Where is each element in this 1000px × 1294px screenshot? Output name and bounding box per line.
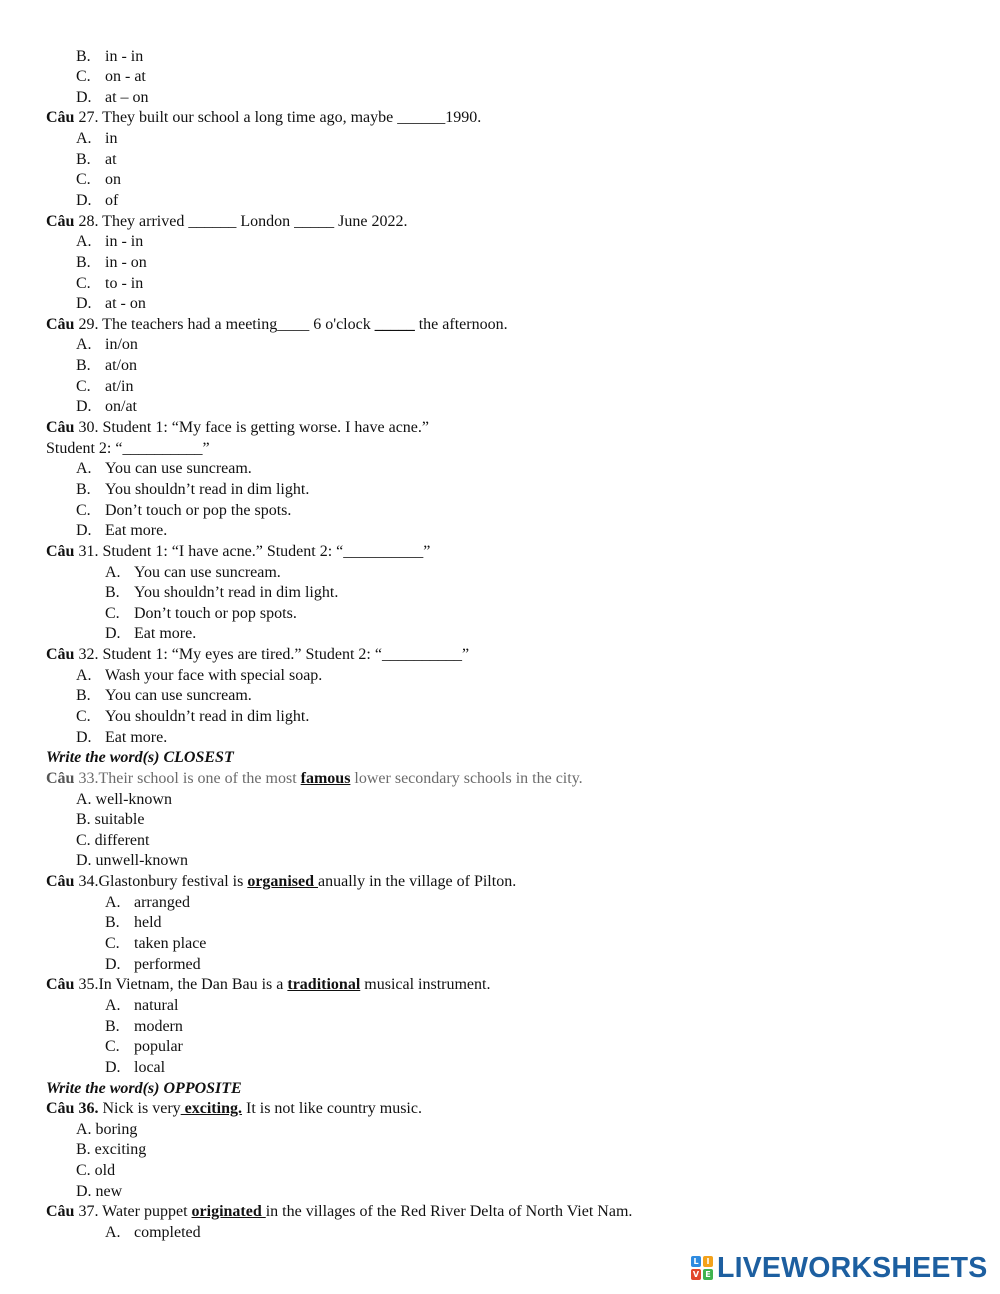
answer-option (0, 88, 1000, 109)
option-text: completed (134, 1224, 201, 1242)
answer-option (0, 459, 1000, 480)
option-letter: B. (105, 1017, 120, 1035)
option-text: Wash your face with special soap. (105, 666, 323, 684)
option-letter: D. (105, 955, 121, 973)
option-text: at (105, 150, 117, 168)
answer-option (0, 893, 1000, 914)
answer-option (0, 335, 1000, 356)
question-text: 30. Student 1: “My face is getting worse. I have acne.” (74, 419, 430, 437)
answer-option (0, 955, 1000, 976)
question-label: Câu (46, 109, 75, 127)
answer-option (0, 67, 1000, 88)
question-text: in the villages of the Red River Delta of North Viet Nam. (265, 1203, 633, 1221)
option-letter: A. (105, 1224, 121, 1242)
answer-option: A. boring (76, 1120, 138, 1138)
option-letter: A. (76, 336, 92, 354)
question-label: Câu (46, 315, 75, 333)
question-label: Câu (46, 542, 75, 560)
question (0, 108, 1000, 129)
liveworksheets-brand (691, 1252, 987, 1284)
answer-option (0, 686, 1000, 707)
logo-tile-green: E (703, 1269, 713, 1280)
question-label: Câu (46, 646, 75, 664)
answer-option (0, 1037, 1000, 1058)
option-text: Eat more. (105, 728, 168, 746)
liveworksheets-logo-icon (691, 1256, 713, 1280)
option-text: modern (134, 1017, 183, 1035)
option-letter: C. (76, 377, 91, 395)
answer-option (0, 1058, 1000, 1079)
answer-option (0, 728, 1000, 749)
option-text: on/at (105, 398, 137, 416)
option-text: You can use suncream. (134, 563, 281, 581)
answer-option (0, 666, 1000, 687)
option-text: You shouldn’t read in dim light. (134, 584, 339, 602)
answer-option: A. well-known (76, 790, 172, 808)
question (0, 872, 1000, 893)
option-text: on - at (105, 68, 146, 86)
logo-tile-blue: L (691, 1256, 701, 1267)
question (0, 769, 1000, 790)
question-text: 35.In Vietnam, the Dan Bau is a (74, 976, 288, 994)
answer-option (0, 996, 1000, 1017)
question (0, 212, 1000, 233)
keyword: organised (247, 873, 318, 891)
answer-option (0, 501, 1000, 522)
answer-option (0, 397, 1000, 418)
answer-option (0, 356, 1000, 377)
brand-name: LIVEWORKSHEETS (717, 1251, 988, 1284)
option-letter: D. (76, 398, 92, 416)
option-letter: D. (105, 1058, 121, 1076)
option-text: Don’t touch or pop the spots. (105, 501, 292, 519)
option-letter: C. (76, 501, 91, 519)
option-letter: A. (105, 893, 121, 911)
option-text: to - in (105, 274, 144, 292)
question-text: 28. They arrived ______ London _____ June 2022. (74, 212, 408, 230)
answer-option (0, 1223, 1000, 1244)
keyword: traditional (287, 976, 361, 994)
question-text: anually in the village of Pilton. (318, 873, 517, 891)
option-text: natural (134, 996, 179, 1014)
option-letter: A. (76, 233, 92, 251)
keyword: _____ (374, 315, 415, 333)
option-letter: C. (76, 274, 91, 292)
option-letter: B. (76, 253, 91, 271)
section-heading: Write the word(s) CLOSEST (46, 749, 234, 767)
option-text: at/on (105, 357, 137, 375)
question-label: Câu (46, 1203, 75, 1221)
option-text: Eat more. (105, 522, 168, 540)
option-text: held (134, 914, 162, 932)
answer-option (0, 624, 1000, 645)
question-text: 29. The teachers had a meeting____ 6 o'clock (74, 315, 375, 333)
option-letter: D. (76, 728, 92, 746)
option-text: You can use suncream. (105, 460, 252, 478)
answer-option (0, 604, 1000, 625)
option-text: You shouldn’t read in dim light. (105, 708, 310, 725)
option-text: on (105, 171, 121, 189)
option-text: in - in (105, 47, 144, 65)
logo-tile-orange: I (703, 1256, 713, 1267)
answer-option (0, 294, 1000, 315)
option-letter: D. (76, 522, 92, 540)
option-text: at - on (105, 295, 146, 313)
option-letter: A. (76, 460, 92, 478)
answer-option (0, 191, 1000, 212)
option-text: Don’t touch or pop spots. (134, 604, 297, 622)
keyword: exciting. (180, 1100, 242, 1118)
option-letter: C. (105, 1038, 120, 1056)
option-letter: C. (105, 935, 120, 953)
option-letter: C. (76, 708, 91, 725)
question-text: 32. Student 1: “My eyes are tired.” Student 2: “__________” (74, 646, 470, 664)
question-text: 33.Their school is one of the most (74, 769, 301, 787)
logo-tile-red: V (692, 1270, 700, 1279)
question-text: 27. They built our school a long time ago, maybe ______1990. (74, 109, 482, 127)
option-letter: B. (76, 357, 91, 375)
option-text: in - in (105, 233, 144, 251)
option-letter: A. (105, 563, 121, 581)
question-text: 31. Student 1: “I have acne.” Student 2: “__________” (74, 542, 431, 560)
answer-option (0, 913, 1000, 934)
option-letter: B. (105, 914, 120, 932)
answer-option (0, 232, 1000, 253)
section-heading: Write the word(s) OPPOSITE (46, 1079, 242, 1097)
answer-option (0, 1017, 1000, 1038)
answer-option: C. different (76, 831, 150, 849)
question-label: Câu (46, 419, 75, 437)
answer-option: C. old (76, 1162, 116, 1180)
option-text: popular (134, 1038, 183, 1056)
option-letter: D. (76, 88, 92, 106)
option-text: in - on (105, 253, 147, 271)
answer-option (0, 480, 1000, 501)
option-text: arranged (134, 893, 190, 911)
option-letter: B. (105, 584, 120, 602)
question-text: lower secondary schools in the city. (350, 769, 583, 787)
keyword: originated (191, 1203, 266, 1221)
option-letter: A. (105, 996, 121, 1014)
answer-option (0, 377, 1000, 398)
option-letter: C. (76, 171, 91, 189)
option-text: of (105, 191, 119, 209)
option-text: taken place (134, 935, 207, 953)
keyword: famous (300, 769, 351, 787)
question (0, 542, 1000, 563)
option-letter: C. (76, 68, 91, 86)
question-text: Nick is very (98, 1100, 181, 1118)
option-text: You shouldn’t read in dim light. (105, 480, 310, 498)
option-text: performed (134, 955, 201, 973)
option-text: Eat more. (134, 625, 197, 643)
question-label: Câu (46, 976, 75, 994)
question (0, 315, 1000, 336)
option-letter: B. (76, 47, 91, 65)
answer-option: D. unwell-known (76, 852, 188, 870)
option-text: at/in (105, 377, 134, 395)
answer-option (0, 563, 1000, 584)
answer-option (0, 150, 1000, 171)
option-letter: C. (105, 604, 120, 622)
worksheet-content (0, 47, 1000, 1244)
question (0, 645, 1000, 666)
option-letter: B. (76, 687, 91, 705)
option-text: in/on (105, 336, 138, 354)
answer-option (0, 253, 1000, 274)
question-text: the afternoon. (414, 315, 508, 333)
option-text: local (134, 1058, 166, 1076)
option-letter: D. (76, 191, 92, 209)
answer-option (0, 47, 1000, 68)
option-letter: B. (76, 480, 91, 498)
option-text: at – on (105, 88, 149, 106)
option-letter: A. (76, 130, 92, 148)
answer-option: D. new (76, 1182, 123, 1200)
answer-option (0, 521, 1000, 542)
answer-option (0, 274, 1000, 295)
dialogue-line: Student 2: “__________” (46, 439, 210, 457)
answer-option: B. suitable (76, 811, 145, 829)
question-label: Câu (46, 769, 75, 787)
answer-option (0, 583, 1000, 604)
question-text: 34.Glastonbury festival is (74, 873, 248, 891)
option-letter: A. (76, 666, 92, 684)
question-text: musical instrument. (360, 976, 491, 994)
question-label: Câu 36. (46, 1100, 99, 1118)
option-text: You can use suncream. (105, 687, 252, 705)
answer-option (0, 707, 1000, 728)
option-letter: B. (76, 150, 91, 168)
question (0, 418, 1000, 439)
question (0, 975, 1000, 996)
question-label: Câu (46, 212, 75, 230)
answer-option (0, 170, 1000, 191)
option-letter: D. (76, 295, 92, 313)
answer-option (0, 934, 1000, 955)
question-text: It is not like country music. (241, 1100, 422, 1118)
question-label: Câu (46, 873, 75, 891)
option-text: in (105, 130, 118, 148)
question-text: 37. Water puppet (74, 1203, 192, 1221)
answer-option (0, 129, 1000, 150)
option-letter: D. (105, 625, 121, 643)
answer-option: B. exciting (76, 1141, 147, 1159)
question (0, 1202, 1000, 1223)
question (0, 1099, 1000, 1120)
